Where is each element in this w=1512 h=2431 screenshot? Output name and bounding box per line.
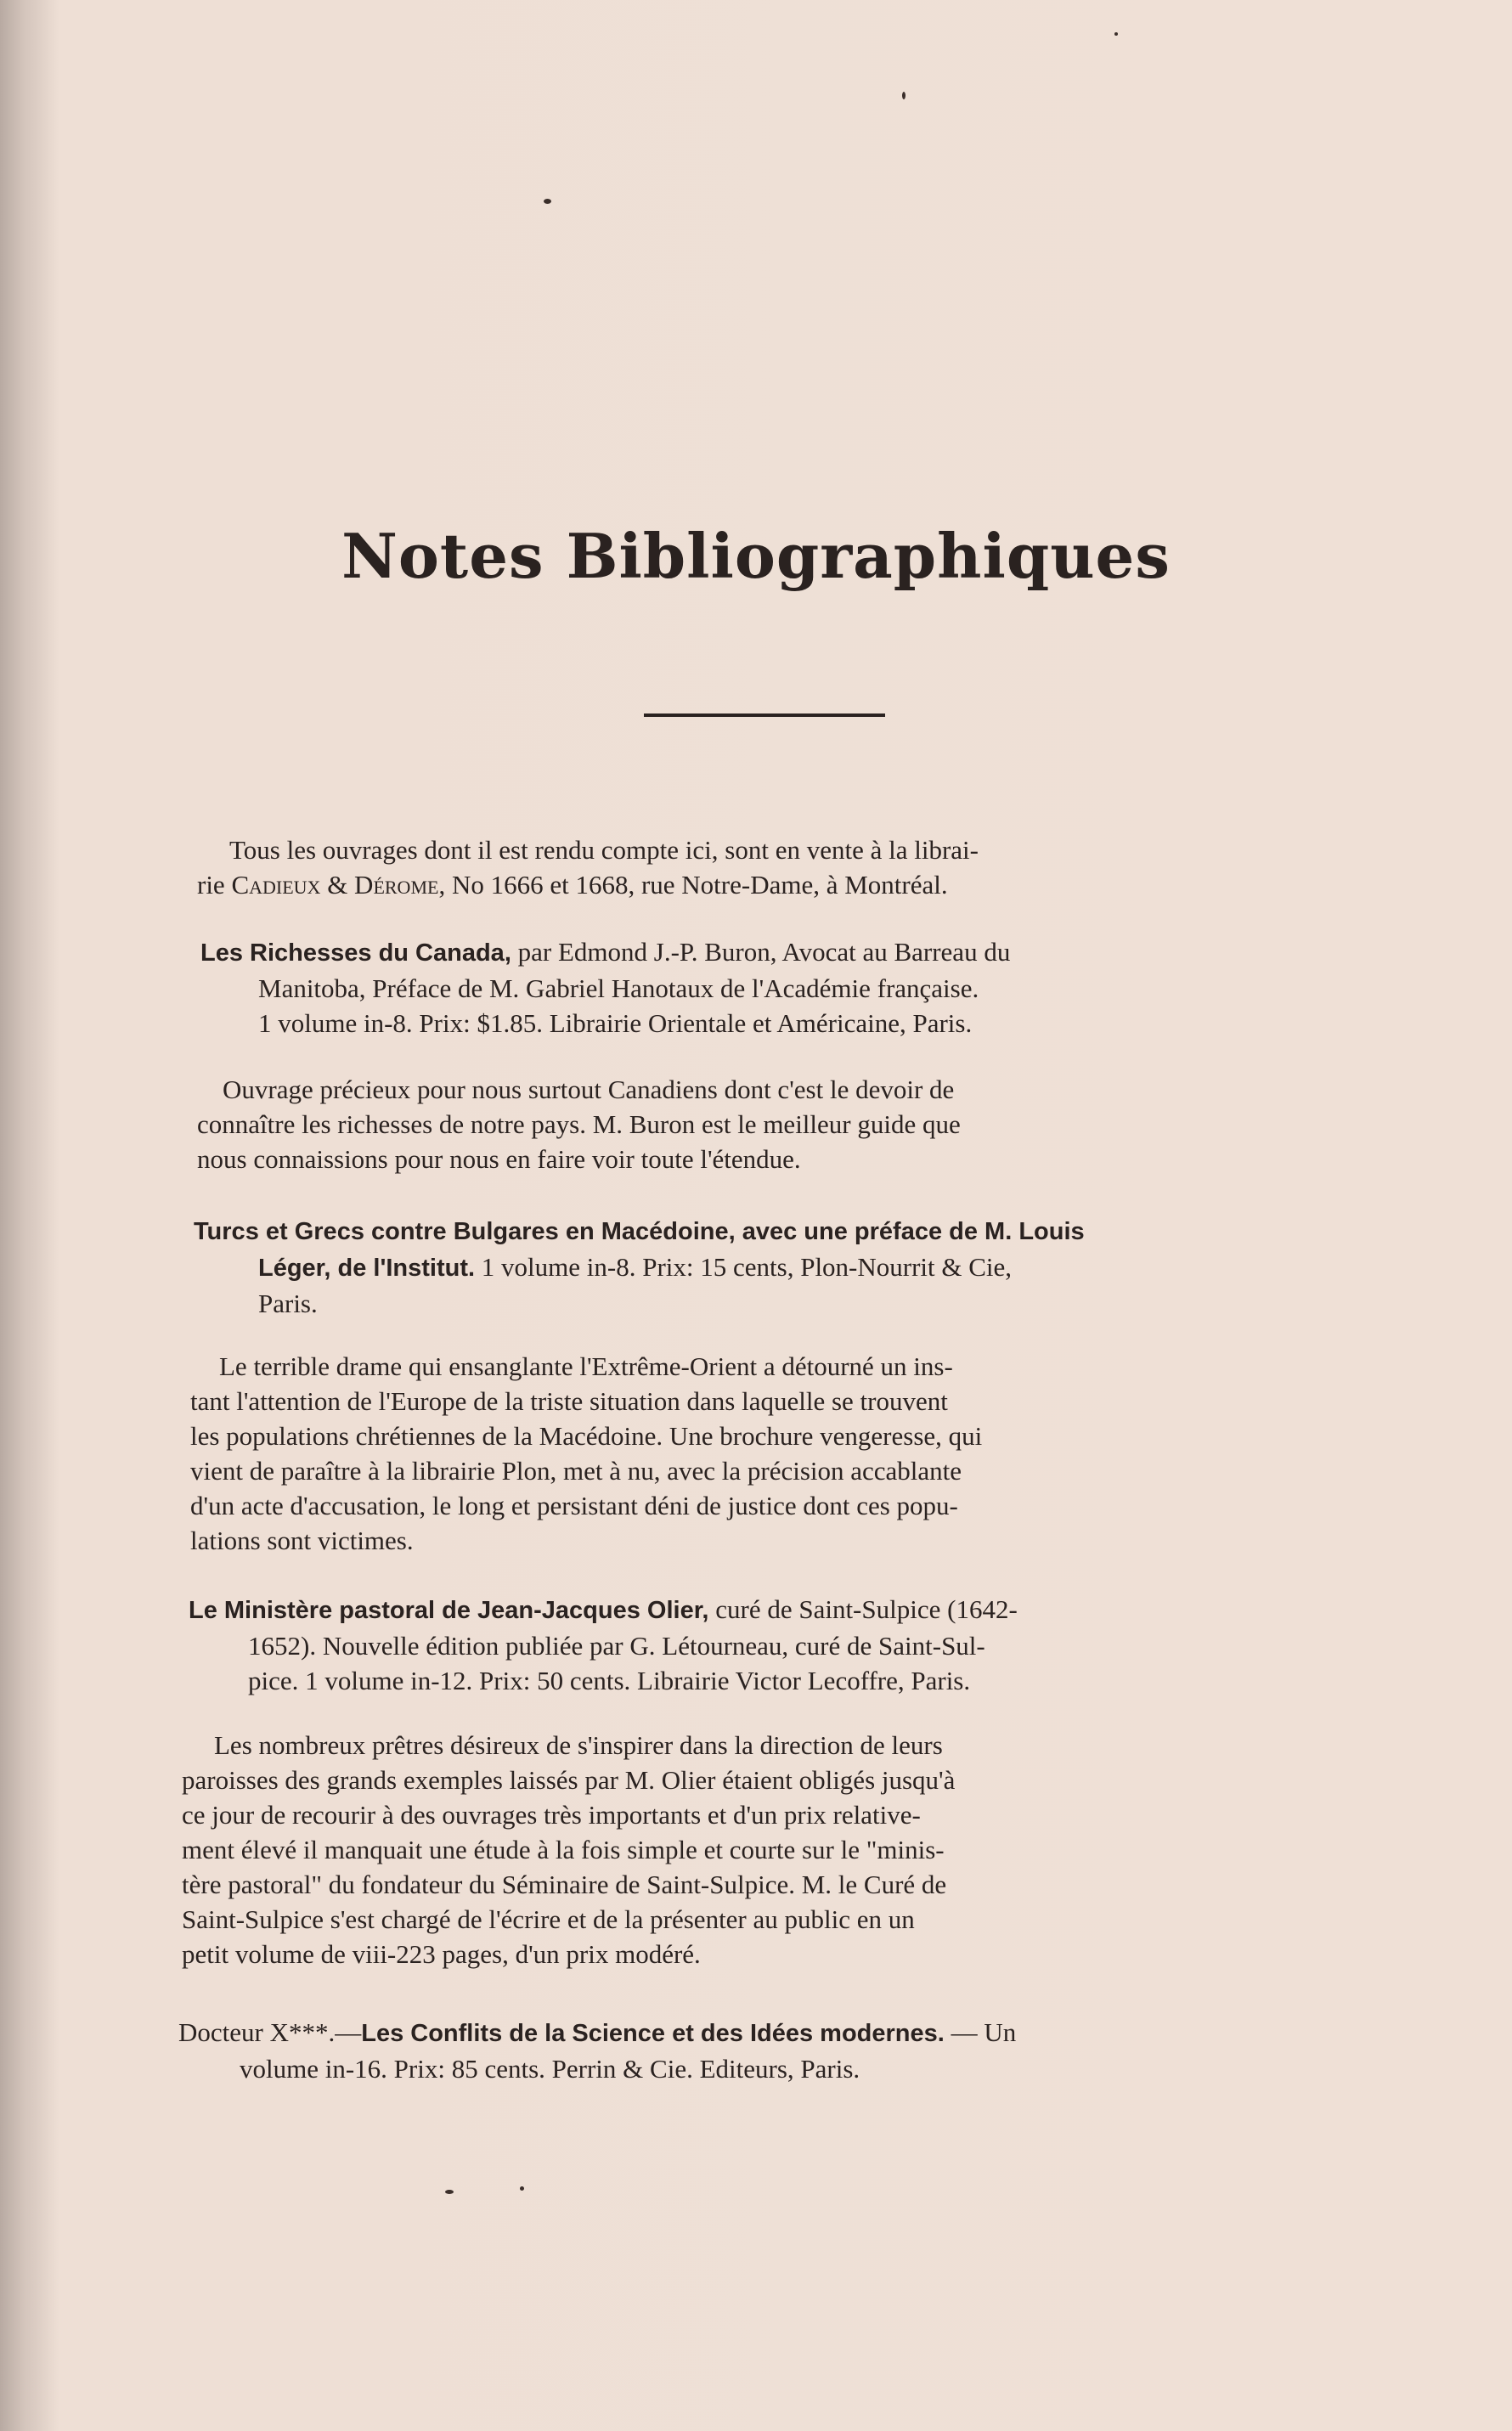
- entry-heading: Les Conflits de la Science et des Idées modernes.: [361, 2020, 945, 2047]
- entry-line: Les Richesses du Canada, par Edmond J.-P. Buron, Avocat au Barreau du: [200, 937, 1011, 967]
- review-line: ce jour de recourir à des ouvrages très importants et d'un prix relative-: [182, 1800, 921, 1830]
- review-line: vient de paraître à la librairie Plon, met à nu, avec la précision accablante: [190, 1456, 962, 1486]
- entry-line: Manitoba, Préface de M. Gabriel Hanotaux de l'Académie française.: [258, 973, 979, 1003]
- review-line: tère pastoral" du fondateur du Séminaire de Saint-Sulpice. M. le Curé de: [182, 1870, 947, 1899]
- bibliography-entry: [200, 934, 1330, 1041]
- paper-speck: [544, 199, 551, 204]
- review-paragraph: [190, 1349, 1329, 1558]
- review-line: ment élevé il manquait une étude à la fois simple et courte sur le "minis-: [182, 1835, 945, 1864]
- review-paragraph: [197, 1072, 1327, 1176]
- entry-line: Léger, de l'Institut. 1 volume in-8. Prix: 15 cents, Plon-Nourrit & Cie,: [258, 1252, 1013, 1282]
- intro-line-1: Tous les ouvrages dont il est rendu compte ici, sont en vente à la librai-: [229, 835, 979, 865]
- review-line: connaître les richesses de notre pays. M. Buron est le meilleur guide que: [197, 1109, 961, 1139]
- entry-heading: Le Ministère pastoral de Jean-Jacques Olier,: [189, 1597, 709, 1624]
- entry-line: Paris.: [258, 1289, 318, 1318]
- bibliography-entry: [189, 1592, 1331, 1698]
- review-line: Ouvrage précieux pour nous surtout Canadiens dont c'est le devoir de: [223, 1074, 955, 1104]
- entry-line: Docteur X***.—Les Conflits de la Science et des Idées modernes. — Un: [178, 2017, 1017, 2047]
- paper-speck: [1114, 32, 1118, 36]
- entry-heading: Léger, de l'Institut.: [258, 1255, 476, 1282]
- entry-heading: Turcs et Grecs contre Bulgares en Macédoine, avec une préface de M. Louis: [194, 1218, 1085, 1245]
- entry-line: pice. 1 volume in-12. Prix: 50 cents. Librairie Victor Lecoffre, Paris.: [248, 1666, 971, 1695]
- review-line: tant l'attention de l'Europe de la triste situation dans laquelle se trouvent: [190, 1386, 948, 1416]
- review-line: Saint-Sulpice s'est chargé de l'écrire et de la présenter au public en un: [182, 1904, 915, 1934]
- paper-speck: [520, 2186, 524, 2191]
- bibliography-entry: [194, 1215, 1332, 1321]
- publisher-name: Cadieux & Dérome,: [231, 870, 446, 900]
- intro-line-2: rie Cadieux & Dérome, No 1666 et 1668, rue Notre-Dame, à Montréal.: [197, 870, 948, 900]
- paper-speck: [902, 92, 906, 99]
- review-line: d'un acte d'accusation, le long et persistant déni de justice dont ces popu-: [190, 1491, 958, 1520]
- entry-heading: Les Richesses du Canada,: [200, 939, 511, 967]
- title-rule: [644, 714, 885, 717]
- bibliography-entry: [178, 2015, 1334, 2086]
- entry-line: Le Ministère pastoral de Jean-Jacques Olier, curé de Saint-Sulpice (1642-: [189, 1594, 1018, 1624]
- review-line: Le terrible drame qui ensanglante l'Extrême-Orient a détourné un ins-: [219, 1351, 953, 1381]
- review-line: Les nombreux prêtres désireux de s'inspirer dans la direction de leurs: [214, 1730, 943, 1760]
- review-line: les populations chrétiennes de la Macédoine. Une brochure vengeresse, qui: [190, 1421, 983, 1451]
- intro-paragraph: [197, 832, 1327, 902]
- entry-line: 1652). Nouvelle édition publiée par G. Létourneau, curé de Saint-Sul-: [248, 1631, 985, 1661]
- review-line: paroisses des grands exemples laissés par M. Olier étaient obligés jusqu'à: [182, 1765, 956, 1795]
- review-line: nous connaissions pour nous en faire voir toute l'étendue.: [197, 1144, 801, 1174]
- entry-line: volume in-16. Prix: 85 cents. Perrin & Cie. Editeurs, Paris.: [240, 2054, 860, 2084]
- review-line: petit volume de viii-223 pages, d'un prix modéré.: [182, 1939, 701, 1969]
- entry-line: 1 volume in-8. Prix: $1.85. Librairie Orientale et Américaine, Paris.: [258, 1008, 973, 1038]
- paper-speck: [445, 2190, 454, 2194]
- review-paragraph: [182, 1728, 1329, 1971]
- review-line: lations sont victimes.: [190, 1526, 414, 1555]
- page-title: Notes Bibliographiques: [341, 520, 1171, 592]
- page-spine-shadow: [0, 0, 59, 2431]
